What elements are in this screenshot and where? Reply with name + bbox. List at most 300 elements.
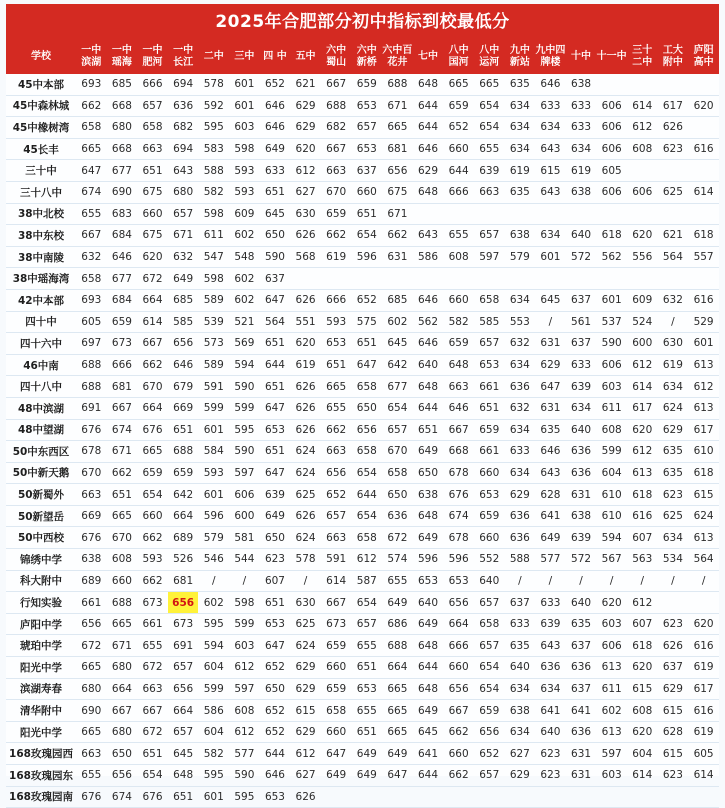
score-cell: 657 [474,592,505,614]
score-cell: 623 [658,613,689,635]
score-cell: 572 [566,246,597,268]
score-cell: 678 [443,527,474,549]
score-cell: 597 [596,743,627,765]
score-cell: / [229,570,260,592]
score-cell: 599 [229,397,260,419]
score-cell: 616 [688,635,719,657]
score-cell [596,74,627,95]
score-cell: 646 [443,397,474,419]
score-cell: 651 [260,181,291,203]
score-cell: 600 [627,333,658,355]
score-cell: 644 [413,657,444,679]
score-cell: 640 [566,419,597,441]
score-cell: 612 [229,721,260,743]
score-cell: 601 [229,74,260,95]
score-cell: 658 [76,117,107,139]
score-cell: 652 [260,74,291,95]
score-cell: 647 [260,289,291,311]
score-cell [627,74,658,95]
score-cell: 663 [76,743,107,765]
school-name-cell: 168玫瑰园东 [6,765,76,787]
score-cell: 656 [443,678,474,700]
score-cell: 660 [137,203,168,225]
score-cell: 602 [229,225,260,247]
score-cell: 654 [474,657,505,679]
score-cell: 646 [413,138,444,160]
score-cell: 665 [382,117,413,139]
score-cell: 688 [76,376,107,398]
score-cell: 626 [290,225,321,247]
column-header: 六中百 花井 [382,40,413,74]
score-cell: 633 [505,613,536,635]
score-cell: 590 [229,441,260,463]
score-cell: 649 [382,592,413,614]
score-cell: 658 [321,700,352,722]
score-cell: 677 [107,268,138,290]
score-cell: 583 [198,138,229,160]
score-cell: 634 [505,678,536,700]
score-cell: 638 [566,505,597,527]
score-cell: 681 [382,138,413,160]
score-cell: 654 [351,225,382,247]
score-cell: 654 [351,462,382,484]
score-cell: 620 [627,225,658,247]
score-cell: 685 [168,289,199,311]
score-cell: 654 [351,592,382,614]
score-cell [627,203,658,225]
score-cell [596,203,627,225]
score-cell: 564 [260,311,291,333]
score-cell [688,117,719,139]
score-cell: 626 [290,505,321,527]
table-row [6,786,719,808]
score-cell: 662 [76,95,107,117]
score-cell: 604 [198,657,229,679]
score-cell: 680 [107,117,138,139]
school-name-cell: 50新蜀外 [6,484,76,506]
score-cell: 667 [137,700,168,722]
score-cell: 668 [107,95,138,117]
score-cell: 697 [76,333,107,355]
score-cell: 606 [596,95,627,117]
score-cell: 627 [290,765,321,787]
score-cell: 680 [107,721,138,743]
score-cell: 591 [198,376,229,398]
score-cell: / [566,570,597,592]
score-cell: 659 [321,635,352,657]
score-cell: 612 [229,657,260,679]
score-cell: / [505,570,536,592]
score-cell [443,786,474,808]
score-cell: 603 [596,765,627,787]
score-cell: 609 [229,203,260,225]
score-cell: 665 [76,138,107,160]
score-cell: 668 [443,441,474,463]
school-name-cell: 四十八中 [6,376,76,398]
score-cell: 651 [137,160,168,182]
score-cell: 619 [505,160,536,182]
score-cell: 680 [76,678,107,700]
score-cell: 636 [566,721,597,743]
score-cell: 663 [321,160,352,182]
score-cell: 651 [321,354,352,376]
score-cell: 601 [198,786,229,808]
column-header: 一中 滨湖 [76,40,107,74]
score-cell [688,592,719,614]
table-row [6,441,719,463]
score-cell [413,203,444,225]
score-cell: 675 [382,181,413,203]
score-cell: 655 [474,138,505,160]
score-cell: 618 [596,225,627,247]
score-cell: 648 [413,635,444,657]
score-cell: 658 [351,441,382,463]
score-cell: 645 [382,333,413,355]
score-cell: 630 [658,333,689,355]
score-cell: 631 [566,743,597,765]
table-row [6,268,719,290]
school-name-cell: 38中南陵 [6,246,76,268]
score-cell: 662 [137,527,168,549]
score-cell: 582 [443,311,474,333]
score-cell: 690 [76,700,107,722]
score-cell: 629 [658,419,689,441]
column-header: 一中 肥河 [137,40,168,74]
score-cell: 553 [505,311,536,333]
table-row [6,311,719,333]
score-cell: 632 [505,397,536,419]
score-cell: 659 [474,700,505,722]
score-cell: 641 [413,743,444,765]
score-cell: 652 [351,289,382,311]
table-row [6,225,719,247]
score-cell: 597 [229,462,260,484]
score-cell: 634 [505,462,536,484]
score-cell: 521 [229,311,260,333]
score-cell [535,786,566,808]
score-cell: 589 [198,354,229,376]
score-cell [321,786,352,808]
score-cell: 688 [382,74,413,95]
score-cell: 552 [474,549,505,571]
score-cell: 649 [535,527,566,549]
score-cell: 632 [505,333,536,355]
score-cell: 624 [290,462,321,484]
score-cell: 608 [229,700,260,722]
score-cell: 665 [382,678,413,700]
score-cell: 633 [566,354,597,376]
score-cell: 643 [535,462,566,484]
score-cell: 671 [107,635,138,657]
score-cell: 634 [505,721,536,743]
score-cell: 680 [107,657,138,679]
score-cell: 642 [168,484,199,506]
school-name-cell: 50中东西区 [6,441,76,463]
score-cell: 657 [474,225,505,247]
score-cell: 597 [474,246,505,268]
score-cell: 634 [566,138,597,160]
score-cell: 683 [107,203,138,225]
score-cell: 603 [229,117,260,139]
score-cell: 548 [229,246,260,268]
score-cell: 581 [229,527,260,549]
column-header: 六中 蜀山 [321,40,352,74]
school-name-cell: 38中东校 [6,225,76,247]
score-cell: 636 [505,527,536,549]
score-cell: 635 [505,74,536,95]
score-cell: 673 [321,613,352,635]
score-cell: 636 [505,376,536,398]
score-cell: 654 [474,95,505,117]
score-cell: 615 [658,743,689,765]
score-cell: 649 [413,441,444,463]
score-cell: 658 [382,462,413,484]
score-cell: 551 [290,311,321,333]
score-cell: 670 [321,181,352,203]
score-cell: 637 [351,160,382,182]
score-cell: 600 [229,505,260,527]
score-cell [658,74,689,95]
school-name-cell: 四十中 [6,311,76,333]
score-cell: 604 [596,462,627,484]
score-cell: 651 [351,203,382,225]
score-cell: 688 [76,354,107,376]
score-cell: 557 [688,246,719,268]
score-cell: 637 [566,678,597,700]
score-cell: 618 [688,462,719,484]
score-cell: 646 [260,765,291,787]
score-cell: 665 [76,721,107,743]
score-cell [688,203,719,225]
score-cell: 672 [137,657,168,679]
score-cell: 661 [76,592,107,614]
score-cell: 655 [351,635,382,657]
score-cell: 623 [658,765,689,787]
score-cell: 647 [351,354,382,376]
score-cell [443,203,474,225]
score-cell [290,268,321,290]
score-cell: 599 [596,441,627,463]
score-cell: 658 [474,613,505,635]
score-cell: 656 [168,333,199,355]
table-row [6,95,719,117]
score-cell: 620 [627,721,658,743]
score-cell: 653 [260,613,291,635]
score-cell: 610 [688,441,719,463]
score-cell: 647 [260,462,291,484]
score-cell: 660 [474,527,505,549]
score-cell: 645 [168,743,199,765]
column-header: 庐阳 高中 [688,40,719,74]
score-cell: 626 [290,376,321,398]
score-cell: 640 [566,592,597,614]
score-cell: 652 [260,700,291,722]
score-cell: 588 [505,549,536,571]
score-cell: 646 [168,354,199,376]
score-cell: 628 [658,721,689,743]
score-cell: 651 [351,333,382,355]
score-cell: 650 [413,462,444,484]
score-cell: 623 [658,484,689,506]
score-cell: 614 [688,765,719,787]
score-cell: 688 [107,592,138,614]
score-cell: 617 [658,95,689,117]
score-cell: 595 [229,786,260,808]
score-cell: 676 [76,527,107,549]
score-cell: 671 [168,225,199,247]
table-row [6,376,719,398]
column-header: 六中 新桥 [351,40,382,74]
score-cell: 674 [443,505,474,527]
score-cell: 662 [443,721,474,743]
score-cell: 667 [107,397,138,419]
score-cell: 653 [351,138,382,160]
score-cell: 624 [688,505,719,527]
score-cell: 658 [76,268,107,290]
score-cell: 649 [351,765,382,787]
table-row [6,181,719,203]
score-cell: 635 [535,419,566,441]
column-header: 二中 [198,40,229,74]
score-cell: 653 [474,484,505,506]
score-cell: 638 [566,74,597,95]
score-cell: 666 [443,635,474,657]
score-cell: 608 [443,246,474,268]
score-cell: / [627,570,658,592]
score-cell: 564 [688,549,719,571]
school-name-cell: 四十六中 [6,333,76,355]
score-cell: 688 [168,441,199,463]
score-cell: 608 [596,419,627,441]
score-cell: 648 [168,765,199,787]
score-cell: 574 [382,549,413,571]
score-cell: 544 [229,549,260,571]
score-cell: 625 [290,613,321,635]
score-cell: 627 [505,743,536,765]
school-name-cell: 38中北校 [6,203,76,225]
score-cell: 656 [474,721,505,743]
score-cell: 643 [535,138,566,160]
score-cell: 634 [505,95,536,117]
score-cell: 537 [596,311,627,333]
score-cell: 647 [382,765,413,787]
score-cell: 667 [76,225,107,247]
score-cell: 595 [229,419,260,441]
score-cell: 653 [413,570,444,592]
score-cell: 672 [382,527,413,549]
score-cell: 662 [443,765,474,787]
score-cell: 676 [76,419,107,441]
score-cell: 656 [168,678,199,700]
score-cell: 626 [290,289,321,311]
table-row [6,354,719,376]
score-cell: 659 [443,95,474,117]
score-cell: 595 [198,613,229,635]
school-name-cell: 50中新天鹅 [6,462,76,484]
score-cell: 635 [658,441,689,463]
score-cell [321,268,352,290]
score-cell [566,786,597,808]
score-cell: 612 [351,549,382,571]
score-cell: 663 [321,441,352,463]
score-cell: 634 [566,397,597,419]
score-cell: 606 [596,354,627,376]
score-cell: 659 [474,419,505,441]
score-cell: 598 [229,138,260,160]
score-cell: 601 [229,95,260,117]
score-cell: 649 [382,743,413,765]
score-cell: 653 [351,678,382,700]
score-cell: 625 [290,484,321,506]
score-cell: 665 [76,657,107,679]
score-cell: 620 [627,657,658,679]
score-cell: 633 [535,592,566,614]
score-cell: 620 [627,419,658,441]
score-cell: 629 [290,657,321,679]
score-cell [566,268,597,290]
score-cell: 667 [443,419,474,441]
score-cell: 643 [535,181,566,203]
score-cell: 655 [382,570,413,592]
score-cell: 594 [596,527,627,549]
score-cell: 617 [688,678,719,700]
score-cell: 602 [382,311,413,333]
score-cell: 672 [137,268,168,290]
score-cell: 601 [535,246,566,268]
score-cell: 663 [474,181,505,203]
score-cell: 636 [566,462,597,484]
score-cell: 634 [505,138,536,160]
score-cell: 644 [413,117,444,139]
score-cell: 651 [168,786,199,808]
score-cell: 618 [627,635,658,657]
score-cell: 590 [596,333,627,355]
score-cell: 629 [535,354,566,376]
score-cell: 693 [76,289,107,311]
score-cell: 667 [321,592,352,614]
score-cell: 643 [413,225,444,247]
score-cell [658,786,689,808]
score-cell: 593 [137,549,168,571]
score-cell: 638 [566,181,597,203]
score-cell: 662 [321,419,352,441]
score-cell: 546 [198,549,229,571]
score-cell: 664 [168,700,199,722]
score-cell: 674 [107,786,138,808]
school-name-cell: 168玫瑰园南 [6,786,76,808]
column-header: 三十 二中 [627,40,658,74]
score-cell: 637 [505,592,536,614]
score-cell: 672 [137,721,168,743]
score-cell: 657 [382,419,413,441]
score-cell: 586 [413,246,444,268]
score-cell: 569 [229,333,260,355]
score-cell: 658 [351,376,382,398]
score-cell: 615 [688,484,719,506]
score-cell: 650 [260,527,291,549]
score-cell: 662 [137,570,168,592]
table-row [6,462,719,484]
score-cell: 649 [351,743,382,765]
score-cell: 660 [443,657,474,679]
score-cell: 586 [198,700,229,722]
score-cell: 610 [596,505,627,527]
score-cell: 596 [413,549,444,571]
score-cell: 657 [474,765,505,787]
score-cell: 524 [627,311,658,333]
score-cell: 620 [137,246,168,268]
score-cell: 691 [76,397,107,419]
